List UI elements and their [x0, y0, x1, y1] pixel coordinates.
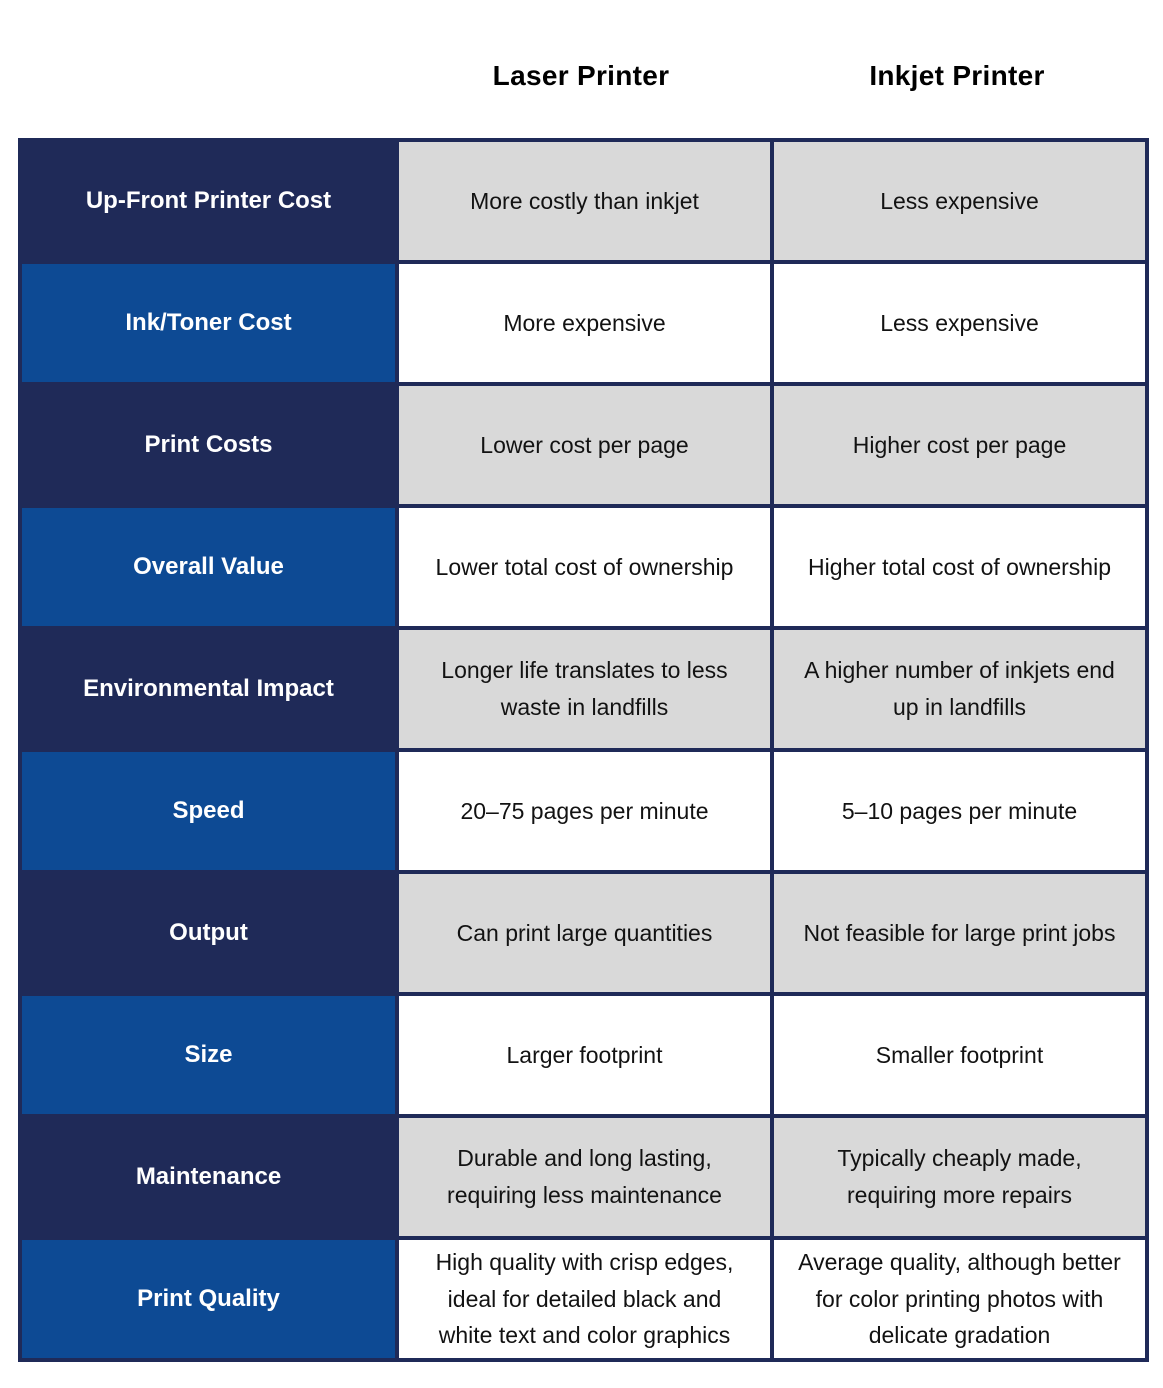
row-label-cell: Ink/Toner Cost	[20, 262, 397, 384]
inkjet-value-cell: Smaller footprint	[772, 994, 1147, 1116]
laser-value-cell: More costly than inkjet	[397, 140, 772, 262]
laser-value-cell: Durable and long lasting, requiring less maintenance	[397, 1116, 772, 1238]
inkjet-value-cell: A higher number of inkjets end up in landfills	[772, 628, 1147, 750]
laser-value-cell: Lower total cost of ownership	[397, 506, 772, 628]
table-row	[20, 994, 1147, 1116]
comparison-table	[18, 138, 1149, 1362]
inkjet-value-cell: Less expensive	[772, 140, 1147, 262]
row-label-cell: Environmental Impact	[20, 628, 397, 750]
laser-value-cell: Can print large quantities	[397, 872, 772, 994]
laser-value-cell: Larger footprint	[397, 994, 772, 1116]
laser-value-cell: High quality with crisp edges, ideal for detailed black and white text and color graphics	[397, 1238, 772, 1360]
row-label-cell: Print Costs	[20, 384, 397, 506]
laser-value-cell: 20–75 pages per minute	[397, 750, 772, 872]
inkjet-value-cell: Typically cheaply made, requiring more repairs	[772, 1116, 1147, 1238]
column-header-inkjet: Inkjet Printer	[869, 60, 1045, 91]
laser-value-cell: More expensive	[397, 262, 772, 384]
table-row	[20, 140, 1147, 262]
row-label-cell: Size	[20, 994, 397, 1116]
row-label-cell: Up-Front Printer Cost	[20, 140, 397, 262]
table-row	[20, 1116, 1147, 1238]
row-label-cell: Maintenance	[20, 1116, 397, 1238]
inkjet-value-cell: Higher total cost of ownership	[772, 506, 1147, 628]
table-row	[20, 506, 1147, 628]
laser-value-cell: Longer life translates to less waste in landfills	[397, 628, 772, 750]
column-headers	[393, 0, 1163, 92]
column-header-laser: Laser Printer	[492, 60, 670, 91]
inkjet-value-cell: Average quality, although better for color printing photos with delicate gradation	[772, 1238, 1147, 1360]
row-label-cell: Print Quality	[20, 1238, 397, 1360]
table-row	[20, 628, 1147, 750]
row-label-cell: Output	[20, 872, 397, 994]
table-row	[20, 750, 1147, 872]
row-label-cell: Overall Value	[20, 506, 397, 628]
table-row	[20, 384, 1147, 506]
row-label-cell: Speed	[20, 750, 397, 872]
table-row	[20, 872, 1147, 994]
table-row	[20, 1238, 1147, 1360]
inkjet-value-cell: 5–10 pages per minute	[772, 750, 1147, 872]
inkjet-value-cell: Less expensive	[772, 262, 1147, 384]
inkjet-value-cell: Higher cost per page	[772, 384, 1147, 506]
table-row	[20, 262, 1147, 384]
inkjet-value-cell: Not feasible for large print jobs	[772, 872, 1147, 994]
laser-value-cell: Lower cost per page	[397, 384, 772, 506]
